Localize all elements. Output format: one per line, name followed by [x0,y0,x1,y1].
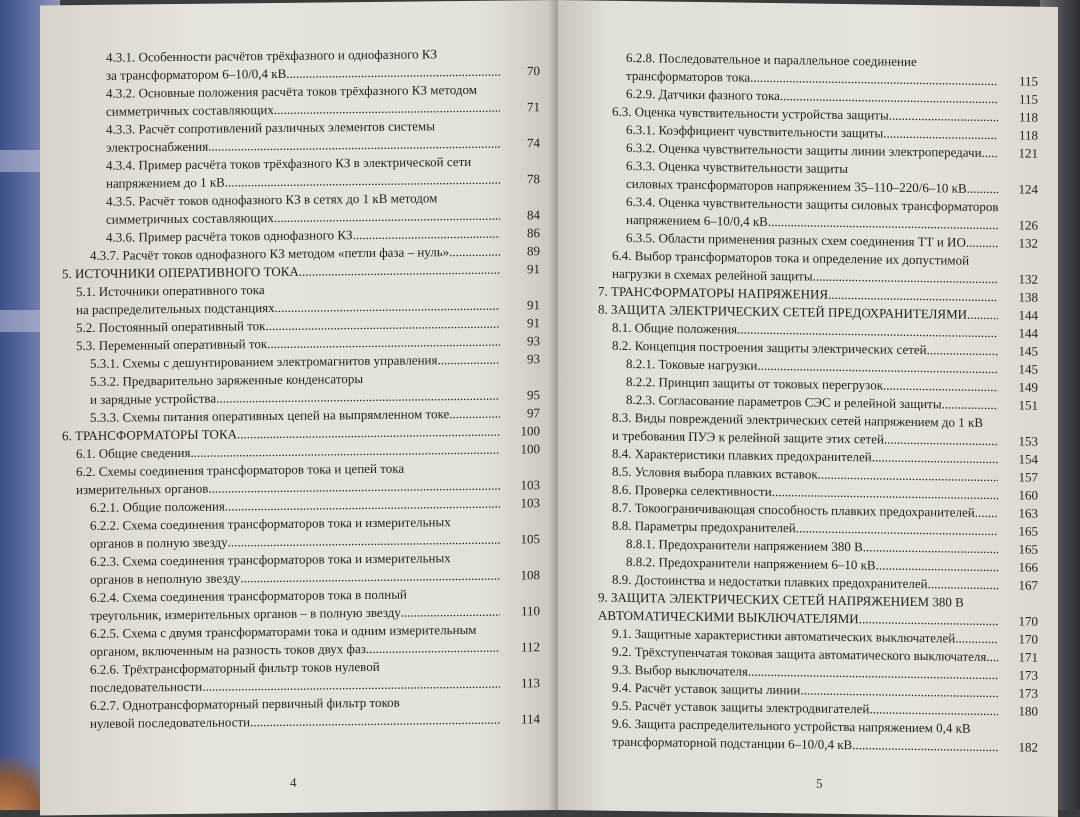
toc-entry-title: 4.3.1. Особенности расчётов трёхфазного и однофазного КЗ [106,46,438,65]
toc-entry [62,656,540,697]
toc-entry [62,44,540,85]
toc-entry [62,368,540,409]
toc-entry-title: 6.3.5. Области применения разных схем соединения ТТ и ИО ..... [626,229,998,252]
toc-page-number: 110 [520,603,540,619]
toc-page-number: 108 [520,567,540,583]
toc-page-number: 91 [527,315,540,331]
toc-page-number: 115 [1018,73,1038,89]
toc-page-number: 166 [1018,559,1038,575]
toc-entry-title: 5.3.3. Схемы питания оперативных цепей на выпрямленном токе ..... [90,405,500,427]
toc-entry-continuation: напряжением до 1 кВ ..... [106,171,500,193]
toc-entry-title: 4.3.4. Пример расчёта токов трёхфазного КЗ в электрической сети [106,153,472,173]
left-page [40,0,560,815]
toc-page-number: 93 [527,333,540,349]
toc-entry-title: 6.2.1. Общие положения ..... [90,495,500,517]
toc-entry-title: 5.1. Источники оперативного тока [76,282,265,300]
toc-page-number: 126 [1018,217,1038,233]
toc-page-number: 100 [520,441,540,457]
toc-entry-title: 8.8.2. Предохранители напряжением 6–10 кВ ..... [626,553,998,576]
toc-entry-title: 8.5. Условия выбора плавких вставок ..... [612,463,998,486]
toc-entry-title: 6. ТРАНСФОРМАТОРЫ ТОКА ..... [62,423,500,446]
toc-page-number: 149 [1018,379,1038,395]
toc-entry-continuation: симметричных составляющих ..... [106,99,500,121]
toc-entry-title: 9.2. Трёхступенчатая токовая защита автоматического выключателя ..... [612,643,998,666]
toc-page-number: 157 [1018,469,1038,485]
toc-entry-continuation: трансформаторов тока ..... [626,67,998,90]
toc-entry-title: 6.2.4. Схема соединения трансформаторов тока в полный [90,586,407,605]
toc-page-number: 70 [527,63,540,79]
toc-entry-title: 6.2.7. Однотрансформаторный первичный фильтр токов [90,694,400,713]
toc-entry-title: 6.2.3. Схема соединения трансформаторов тока и измерительных [90,550,451,569]
toc-entry-title: 4.3.5. Расчёт токов однофазного КЗ в сетях до 1 кВ методом [106,190,438,209]
toc-page-number: 151 [1018,397,1038,413]
toc-entry-continuation: АВТОМАТИЧЕСКИМИ ВЫКЛЮЧАТЕЛЯМИ ..... [598,607,998,631]
toc-entry-continuation: на распределительных подстанциях ..... [76,297,500,319]
toc-page-number: 163 [1018,505,1038,521]
toc-entry-title: 8.2.3. Согласование параметров СЭС и релейной защиты ..... [626,391,998,414]
toc-page-number: 103 [520,495,540,511]
toc-page-number: 84 [527,207,540,223]
toc-page-number: 165 [1018,523,1038,539]
toc-entry-title: 6.3.1. Коэффициент чувствительности защиты ..... [626,121,998,144]
toc-entry-title: 8.8. Параметры предохранителей ..... [612,517,998,540]
toc-entry-title: 4.3.2. Основные положения расчёта токов трёхфазного КЗ методом [106,81,477,101]
toc-page-number: 97 [527,405,540,421]
toc-page-number: 170 [1018,613,1038,629]
toc-entry-title: 5.3. Переменный оперативный ток ..... [76,333,500,355]
toc-entry-title: 9.6. Защита распределительного устройства напряжением 0,4 кВ [612,715,971,736]
toc-entry-title: 6.3.2. Оценка чувствительности защиты линии электропередачи ..... [626,139,998,162]
toc-entry-title: 9.1. Защитные характеристики автоматических выключателей ..... [612,625,998,648]
toc-page-number: 153 [1018,433,1038,449]
toc-entry-title: 9. ЗАЩИТА ЭЛЕКТРИЧЕСКИХ СЕТЕЙ НАПРЯЖЕНИЕМ 380 В [598,589,964,610]
toc-entry-title: 6.2.6. Трёхтрансформаторный фильтр токов нулевой [90,658,380,677]
toc-entry [62,278,540,319]
toc-page-number: 173 [1018,685,1038,701]
toc-entry-title: 8.1. Общие положения ..... [612,319,998,342]
toc-page-number: 113 [520,675,540,691]
toc-entry [62,80,540,121]
toc-entry [598,247,1038,289]
toc-page-number: 180 [1018,703,1038,719]
toc-page-number: 91 [527,297,540,313]
toc-page-number: 114 [520,711,540,727]
toc-entry-title: 5. ИСТОЧНИКИ ОПЕРАТИВНОГО ТОКА ..... [62,261,500,284]
toc-entry-title: 5.2. Постоянный оперативный ток ..... [76,315,500,337]
toc-entry-title: 8.2.1. Токовые нагрузки ..... [626,355,998,378]
toc-entry-title: 4.3.7. Расчёт токов однофазного КЗ методом «петли фаза – нуль» ..... [90,243,500,265]
toc-page-number: 93 [527,351,540,367]
toc-page-number: 89 [527,243,540,259]
toc-entry-continuation: трансформаторной подстанции 6–10/0,4 кВ ..... [612,733,998,756]
toc-entry-title: 5.3.1. Схемы с дешунтированием электромагнитов управления ..... [90,351,500,373]
page-number-left: 4 [290,774,297,790]
toc-entry-title: 9.3. Выбор выключателя ..... [612,661,998,684]
toc-entry-continuation: треугольник, измерительных органов – в полную звезду ..... [90,603,500,625]
toc-entry-continuation: измерительных органов ..... [76,477,500,499]
toc-page-number: 170 [1018,631,1038,647]
toc-entry-title: 6.2.9. Датчики фазного тока ..... [626,85,998,108]
toc-page-number: 132 [1018,271,1038,287]
toc-entry-title: 6.3.3. Оценка чувствительности защиты [626,157,848,177]
toc-entry-title: 6.2.5. Схема с двумя трансформаторами тока и одним измерительным [90,621,477,641]
toc-entry-title: 7. ТРАНСФОРМАТОРЫ НАПРЯЖЕНИЯ ..... [598,283,998,307]
toc-page-number: 86 [527,225,540,241]
table-of-contents-left [62,44,540,733]
toc-entry-continuation: нагрузки в схемах релейной защиты ..... [612,265,998,288]
toc-page-number: 154 [1018,451,1038,467]
toc-entry [62,458,540,499]
toc-entry [62,692,540,733]
toc-page-number: 105 [520,531,540,547]
toc-entry-title: 6.3.4. Оценка чувствительности защиты силовых трансформаторов [626,193,999,215]
toc-entry-title: 8.8.1. Предохранители напряжением 380 В ..... [626,535,998,558]
toc-page-number: 173 [1018,667,1038,683]
toc-entry-continuation: за трансформатором 6–10/0,4 кВ ..... [106,63,500,85]
toc-entry-title: 8.7. Токоограничивающая способность плавких предохранителей ..... [612,499,998,522]
toc-entry-continuation: напряжением 6–10/0,4 кВ ..... [626,211,998,234]
toc-entry-title: 5.3.2. Предварительно заряженные конденсаторы [90,371,364,389]
toc-page-number: 182 [1018,739,1038,755]
toc-entry-continuation: органов в полную звезду ..... [90,531,500,553]
toc-entry-continuation: органов в неполную звезду ..... [90,567,500,589]
toc-entry-title: 8.3. Виды повреждений электрических сетей напряжением до 1 кВ [612,409,983,430]
toc-entry-title: 6.1. Общие сведения ..... [76,441,500,463]
toc-entry-continuation: силовых трансформаторов напряжением 35–110–220/6–10 кВ ..... [626,175,998,198]
toc-page-number: 112 [520,639,540,655]
toc-page-number: 91 [527,261,540,277]
toc-entry-title: 9.4. Расчёт уставок защиты линии ..... [612,679,998,702]
toc-entry [62,188,540,229]
toc-page-number: 144 [1018,325,1038,341]
toc-entry-title: 6.2.8. Последовательное и параллельное соединение [626,49,917,70]
toc-page-number: 95 [527,387,540,403]
toc-page-number: 118 [1018,127,1038,143]
toc-entry-title: 8.9. Достоинства и недостатки плавких предохранителей ..... [612,571,998,594]
toc-entry-continuation: электроснабжения ..... [106,135,500,157]
toc-entry-title: 6.3. Оценка чувствительности устройства защиты ..... [612,103,998,126]
toc-entry [598,715,1038,757]
toc-page-number: 115 [1018,91,1038,107]
toc-page-number: 167 [1018,577,1038,593]
toc-page-number: 118 [1018,109,1038,125]
toc-entry [598,409,1038,451]
toc-entry [62,584,540,625]
right-page [558,0,1058,817]
toc-entry-continuation: и зарядные устройства ..... [90,387,500,409]
toc-page-number: 71 [527,99,540,115]
toc-entry-continuation: нулевой последовательности ..... [90,711,500,733]
toc-entry [62,116,540,157]
toc-page-number: 78 [527,171,540,187]
toc-entry-title: 6.2. Схемы соединения трансформаторов тока и цепей тока [76,460,405,480]
toc-entry-title: 6.4. Выбор трансформаторов тока и определение их допустимой [612,247,970,268]
toc-entry-title: 8.4. Характеристики плавких предохранителей ..... [612,445,998,468]
toc-entry-title: 8.6. Проверка селективности ..... [612,481,998,504]
toc-page-number: 121 [1018,145,1038,161]
toc-entry-continuation: последовательности ..... [90,675,500,697]
toc-page-number: 160 [1018,487,1038,503]
toc-page-number: 103 [520,477,540,493]
table-of-contents-right [598,49,1038,757]
toc-entry-title: 4.3.6. Пример расчёта токов однофазного КЗ ..... [106,225,500,247]
toc-entry-continuation: органом, включенным на разность токов двух фаз ..... [90,639,500,661]
toc-page-number: 144 [1018,307,1038,323]
toc-entry-title: 8.2. Концепция построения защиты электрических сетей ..... [612,337,998,360]
toc-entry [62,152,540,193]
toc-entry [598,589,1038,631]
toc-entry-title: 4.3.3. Расчёт сопротивлений различных элементов системы [106,118,435,137]
toc-page-number: 74 [527,135,540,151]
toc-page-number: 132 [1018,235,1038,251]
toc-entry-continuation: симметричных составляющих ..... [106,207,500,229]
toc-page-number: 124 [1018,181,1038,197]
toc-entry [62,548,540,589]
toc-entry [598,49,1038,91]
toc-page-number: 165 [1018,541,1038,557]
toc-entry-title: 8. ЗАЩИТА ЭЛЕКТРИЧЕСКИХ СЕТЕЙ ПРЕДОХРАНИТЕЛЯМИ ..... [598,301,998,325]
toc-entry-title: 8.2.2. Принцип защиты от токовых перегрузок ..... [626,373,998,396]
toc-entry-continuation: и требования ПУЭ к релейной защите этих сетей ..... [612,427,998,450]
toc-page-number: 145 [1018,343,1038,359]
toc-page-number: 100 [520,423,540,439]
toc-page-number: 145 [1018,361,1038,377]
toc-entry-title: 9.5. Расчёт уставок защиты электродвигателей ..... [612,697,998,720]
toc-entry-title: 6.2.2. Схема соединения трансформаторов тока и измерительных [90,514,451,533]
toc-entry [62,620,540,661]
toc-entry [62,512,540,553]
toc-entry [598,157,1038,199]
page-number-right: 5 [816,775,823,791]
toc-page-number: 171 [1018,649,1038,665]
toc-page-number: 138 [1018,289,1038,305]
toc-entry [598,193,1038,235]
